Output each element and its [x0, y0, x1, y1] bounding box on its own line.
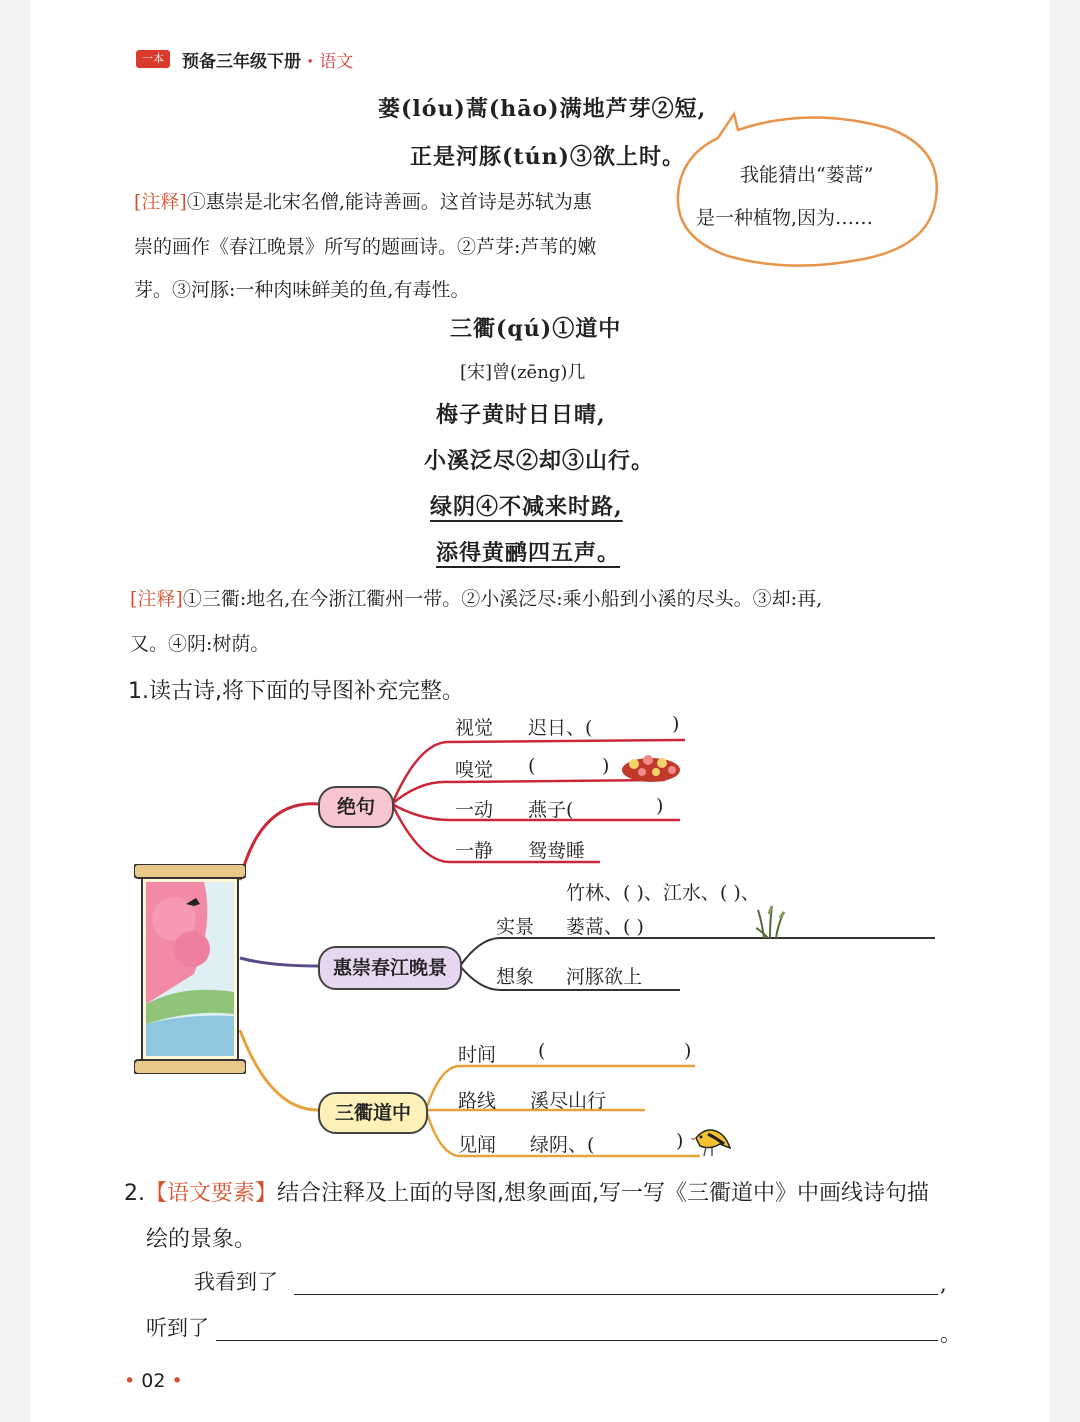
brand-badge: 一本 — [136, 50, 170, 68]
note1-text1: ①惠崇是北宋名僧,能诗善画。这首诗是苏轼为惠 — [186, 191, 592, 213]
bullet-right-icon: • — [171, 1370, 183, 1392]
reed-plant-icon — [756, 904, 788, 938]
label-yidong: 一动 — [455, 799, 494, 821]
bullet-left-icon: • — [124, 1370, 136, 1392]
end-jianwen: ) — [676, 1130, 684, 1152]
poem2-line3-underlined: 绿阴④不减来时路, — [430, 494, 623, 520]
branch-to-jueju — [240, 804, 318, 880]
label-shijian: 时间 — [458, 1044, 497, 1066]
question2-text1: 结合注释及上面的导图,想象画面,写一写《三衢道中》中画线诗句描 — [277, 1181, 930, 1206]
note2-line2: 又。④阴:树荫。 — [130, 633, 270, 655]
text-shijing-row1: 竹林、( )、江水、( )、 — [566, 882, 760, 904]
bubble-line2: 是一种植物,因为…… — [696, 207, 874, 229]
end-yidong: ) — [656, 795, 664, 817]
poem2-author: [宋]曾(zēng)几 — [460, 362, 586, 383]
question2-number: 2. — [124, 1181, 145, 1206]
text-yidong: 燕子( — [528, 799, 574, 821]
text-shijing-row2: 蒌蒿、( ) — [566, 916, 644, 938]
end-xiujue: ) — [602, 755, 610, 777]
poem2-line2: 小溪泛尽②却③山行。 — [424, 448, 655, 474]
node-jueju: 绝句 — [318, 786, 394, 828]
text-shijian: ( — [538, 1040, 546, 1062]
answer-line-heard[interactable] — [216, 1340, 938, 1341]
poem2-line4-underlined: 添得黄鹂四五声。 — [436, 540, 621, 566]
grade-label: 预备三年级下册 — [182, 52, 301, 72]
text-xiangxiang: 河豚欲上 — [566, 966, 643, 988]
end-shijue: ) — [672, 713, 680, 735]
fill2-label: 听到了 — [146, 1316, 209, 1340]
scroll-painting-icon — [134, 864, 246, 1074]
fill2-end: 。 — [940, 1322, 961, 1346]
end-shijian: ) — [684, 1040, 692, 1062]
note1-line2: 崇的画作《春江晚景》所写的题画诗。②芦芽:芦苇的嫩 — [134, 236, 597, 258]
answer-line-seen[interactable] — [294, 1294, 938, 1295]
question2-line1 — [124, 1176, 929, 1207]
poem1-line4: 正是河豚(tún)③欲上时。 — [410, 144, 685, 170]
label-xiujue: 嗅觉 — [455, 759, 494, 781]
poem2-line1: 梅子黄时日日晴, — [436, 402, 606, 428]
note2-tag: [注释] — [130, 588, 183, 610]
label-xiangxiang: 想象 — [496, 966, 535, 988]
bubble-line1: 我能猜出“蒌蒿” — [740, 164, 874, 186]
node-sanqu-daozhong: 三衢道中 — [318, 1092, 428, 1134]
label-jianwen: 见闻 — [458, 1134, 497, 1156]
question2-text2: 绘的景象。 — [146, 1227, 257, 1252]
node-huichong-chunjiang-wanjing: 惠崇春江晚景 — [318, 946, 462, 990]
page-number-text: 02 — [141, 1370, 166, 1392]
text-xiujue: ( — [528, 755, 536, 777]
note1-line3: 芽。③河豚:一种肉味鲜美的鱼,有毒性。 — [134, 279, 470, 301]
subject-label: 语文 — [319, 52, 354, 72]
page-number — [124, 1370, 183, 1392]
label-luxian: 路线 — [458, 1090, 497, 1112]
poem2-title: 三衢(qú)①道中 — [450, 316, 622, 342]
label-shijue: 视觉 — [455, 717, 494, 739]
note2-text1: ①三衢:地名,在今浙江衢州一带。②小溪泛尽:乘小船到小溪的尽头。③却:再, — [182, 588, 823, 610]
text-jianwen: 绿阴、( — [530, 1134, 595, 1156]
text-shijue: 迟日、( — [528, 717, 593, 739]
fill1-label: 我看到了 — [194, 1270, 278, 1294]
label-shijing: 实景 — [496, 916, 535, 938]
question2-tag: 【语文要素】 — [145, 1181, 278, 1206]
text-yijing: 鸳鸯睡 — [528, 840, 586, 862]
label-yijing: 一静 — [455, 840, 494, 862]
poem1-line3: 蒌(lóu)蒿(hāo)满地芦芽②短, — [378, 96, 707, 122]
branch-to-huichong — [240, 958, 318, 966]
note1-tag: [注释] — [134, 191, 187, 213]
header-separator: · — [306, 52, 314, 72]
flower-bush-icon — [620, 750, 682, 782]
oriole-bird-icon — [690, 1120, 732, 1158]
branch-to-sanqu — [240, 1030, 318, 1110]
text-luxian: 溪尽山行 — [530, 1090, 607, 1112]
fill1-end: , — [940, 1272, 947, 1296]
question1-text: 1.读古诗,将下面的导图补充完整。 — [128, 679, 464, 704]
